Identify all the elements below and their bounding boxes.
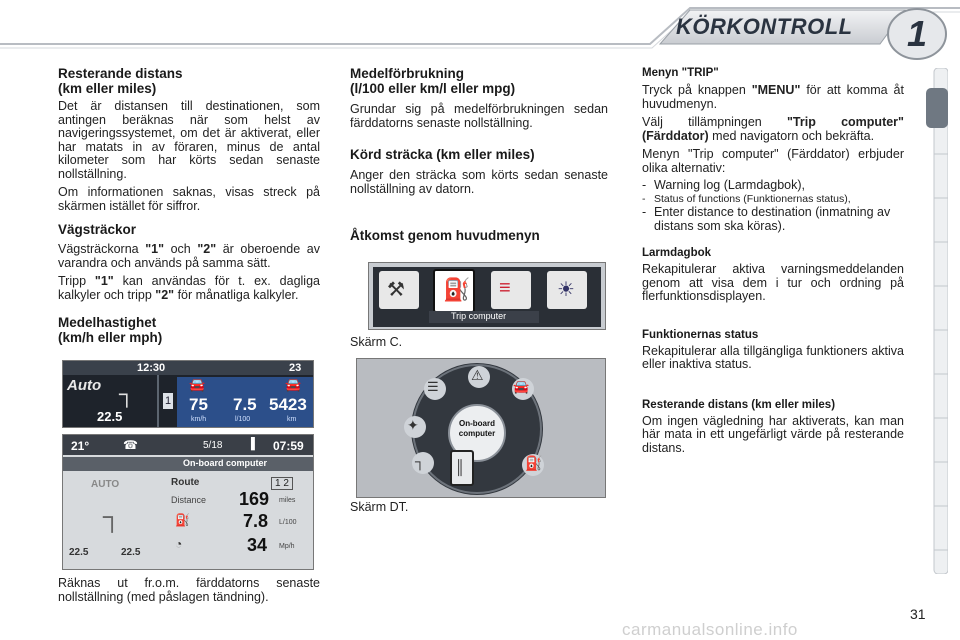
screen-b-display bbox=[62, 434, 314, 570]
road-icon: ║ bbox=[455, 459, 465, 475]
seat-icon: ┐ bbox=[415, 453, 425, 469]
signal-icon: ▐ bbox=[247, 438, 255, 450]
chapter-number: 1 bbox=[906, 13, 928, 54]
heading-remaining-distance: Resterande distans (km eller miles) bbox=[58, 66, 183, 96]
list-item: - Status of functions (Funktionernas status), bbox=[642, 193, 904, 207]
screen-a-display bbox=[62, 360, 314, 428]
screen-a-unit-distance: km bbox=[287, 416, 297, 423]
heading-main-menu-access: Åtkomst genom huvudmenyn bbox=[350, 228, 540, 243]
text-average-speed: Räknas ut fr.o.m. färddatorns senaste nollställning (med påslagen tändning). bbox=[58, 576, 320, 604]
car-icon-1: 🚘 bbox=[189, 377, 206, 392]
navigation-icon: ⚒ bbox=[387, 279, 405, 301]
map-icon: ☰ bbox=[427, 379, 439, 394]
heading-trips: Vägsträckor bbox=[58, 222, 137, 237]
caption-screen-c: Skärm C. bbox=[350, 335, 403, 349]
fuel-pump-icon: ⛽ bbox=[525, 455, 543, 471]
phone-icon: ☎ bbox=[123, 438, 138, 452]
fuel-pump-icon: ⛽ bbox=[443, 277, 471, 302]
screen-b-row2-value: 7.8 bbox=[243, 511, 269, 531]
screen-a-unit-speed: km/h bbox=[191, 416, 207, 423]
seat-icon: ┐ bbox=[103, 501, 122, 531]
text-warning-log: Rekapitulerar aktiva varningsmeddelanden genom att visa dem i tur och ordning på flerfunktionsdisplayen. bbox=[642, 262, 904, 303]
heading-remaining-distance-input: Resterande distans (km eller miles) bbox=[642, 398, 836, 411]
screen-b-row1-unit: miles bbox=[279, 497, 296, 504]
warning-icon: ⚠ bbox=[471, 367, 484, 383]
screen-b-mode: AUTO bbox=[91, 479, 120, 490]
screen-b-temp-bottom-left: 22.5 bbox=[69, 547, 89, 558]
screen-b-temp-bottom-mid: 22.5 bbox=[121, 547, 141, 558]
fuel-icon: ⛽ bbox=[175, 513, 190, 527]
text-trips-2: Tripp "1" kan användas för t. ex. dagliga kalkyler och tripp "2" för månatliga kalkyler. bbox=[58, 274, 320, 302]
screen-a-time: 12:30 bbox=[137, 362, 166, 374]
text-select-application: Välj tillämpningen "Trip computer" (Färddator) med navigatorn och bekräfta. bbox=[642, 115, 904, 143]
active-chapter-tab bbox=[926, 88, 948, 128]
car-icon-2: 🚘 bbox=[285, 377, 302, 392]
text-avg-consumption: Grundar sig på medelförbrukningen sedan färddatorns senaste nollställning. bbox=[350, 102, 608, 130]
screen-b-row2-unit: L/100 bbox=[279, 519, 297, 526]
page-title: KÖRKONTROLL bbox=[676, 14, 853, 39]
menu-options-list bbox=[642, 179, 904, 233]
screen-a-distance: 5423 bbox=[269, 395, 307, 414]
column-left bbox=[58, 66, 320, 345]
heading-distance-driven: Körd sträcka (km eller miles) bbox=[350, 147, 535, 162]
car-icon: 🚘 bbox=[513, 379, 530, 394]
screen-dt-center-label: On-board computer bbox=[458, 419, 496, 438]
text-trips-1: Vägsträckorna "1" och "2" är oberoende av varandra och används på samma sätt. bbox=[58, 242, 320, 270]
seat-icon: ┐ bbox=[119, 381, 135, 406]
column-middle bbox=[350, 66, 608, 243]
screen-a-speed: 75 bbox=[189, 395, 208, 414]
screen-b-date: 5/18 bbox=[203, 440, 223, 451]
heading-trip-menu: Menyn "TRIP" bbox=[642, 67, 719, 79]
settings-sliders-icon: ≡ bbox=[499, 277, 511, 299]
screen-b-temp-left: 21° bbox=[71, 439, 90, 453]
screen-b-route-label: Route bbox=[171, 477, 200, 488]
screen-b-time: 07:59 bbox=[273, 439, 304, 453]
text-distance-driven: Anger den sträcka som körts sedan senaste nollställning av datorn. bbox=[350, 168, 608, 196]
screen-b-header: On-board computer bbox=[183, 458, 268, 468]
screen-dt-display bbox=[356, 358, 606, 498]
text-function-status: Rekapitulerar alla tillgängliga funktioners aktiva eller inaktiva status. bbox=[642, 343, 904, 371]
screen-c-label: Trip computer bbox=[451, 311, 507, 321]
page-number: 31 bbox=[910, 606, 926, 622]
heading-function-status: Funktionernas status bbox=[642, 328, 759, 341]
compass-icon: ✦ bbox=[407, 417, 419, 433]
chapter-tab-rail bbox=[926, 68, 948, 574]
list-item: - Warning log (Larmdagbok), bbox=[642, 179, 904, 193]
menu-item-settings[interactable] bbox=[491, 271, 531, 309]
climate-icon: ☀ bbox=[557, 279, 575, 301]
speed-icon: ◔ bbox=[175, 537, 183, 551]
heading-warning-log: Larmdagbok bbox=[642, 247, 712, 259]
caption-screen-dt: Skärm DT. bbox=[350, 500, 409, 514]
screen-a-temp: 23 bbox=[289, 362, 302, 374]
screen-a-unit-consumption: l/100 bbox=[235, 416, 251, 423]
screen-b-trip-tabs: 1 2 bbox=[271, 477, 293, 490]
screen-b-row1-value: 169 bbox=[239, 489, 270, 509]
text-press-menu: Tryck på knappen "MENU" för att komma åt huvudmenyn. bbox=[642, 83, 904, 111]
text-remaining-distance-2: Om informationen saknas, visas streck på skärmen istället för siffror. bbox=[58, 185, 320, 213]
watermark: carmanualsonline.info bbox=[622, 620, 798, 639]
screen-a-side-value: 22.5 bbox=[97, 409, 123, 424]
text-remaining-distance-input: Om ingen vägledning har aktiverats, kan man här mata in ett ungefärligt värde på resterande distans. bbox=[642, 413, 904, 455]
screen-a-consumption: 7.5 bbox=[233, 395, 257, 414]
screen-b-row1-label: Distance bbox=[171, 495, 207, 505]
screen-b-row3-value: 34 bbox=[247, 535, 268, 555]
heading-average-speed: Medelhastighet (km/h eller mph) bbox=[58, 315, 163, 345]
text-menu-description: Menyn "Trip computer" (Färddator) erbjuder olika alternativ: bbox=[642, 147, 904, 175]
screen-b-row3-unit: Mp/h bbox=[279, 543, 295, 550]
screen-c-display bbox=[368, 262, 606, 330]
text-remaining-distance-1: Det är distansen till destinationen, som antingen beräknas när som helst av navigeringssystemet, om det är aktiverat, eller har matats in av föraren, minus de antal kilometer som har körts sedan senaste nollställning. bbox=[58, 99, 320, 181]
screen-a-divider bbox=[157, 375, 159, 428]
column-right bbox=[642, 66, 904, 455]
screen-a-mode: Auto bbox=[67, 377, 102, 394]
heading-avg-consumption: Medelförbrukning (l/100 eller km/l eller mpg) bbox=[350, 66, 516, 96]
list-item: - Enter distance to destination (inmatning av distans som ska köras). bbox=[642, 206, 904, 233]
trip-flag-icon: 1 bbox=[164, 395, 172, 407]
